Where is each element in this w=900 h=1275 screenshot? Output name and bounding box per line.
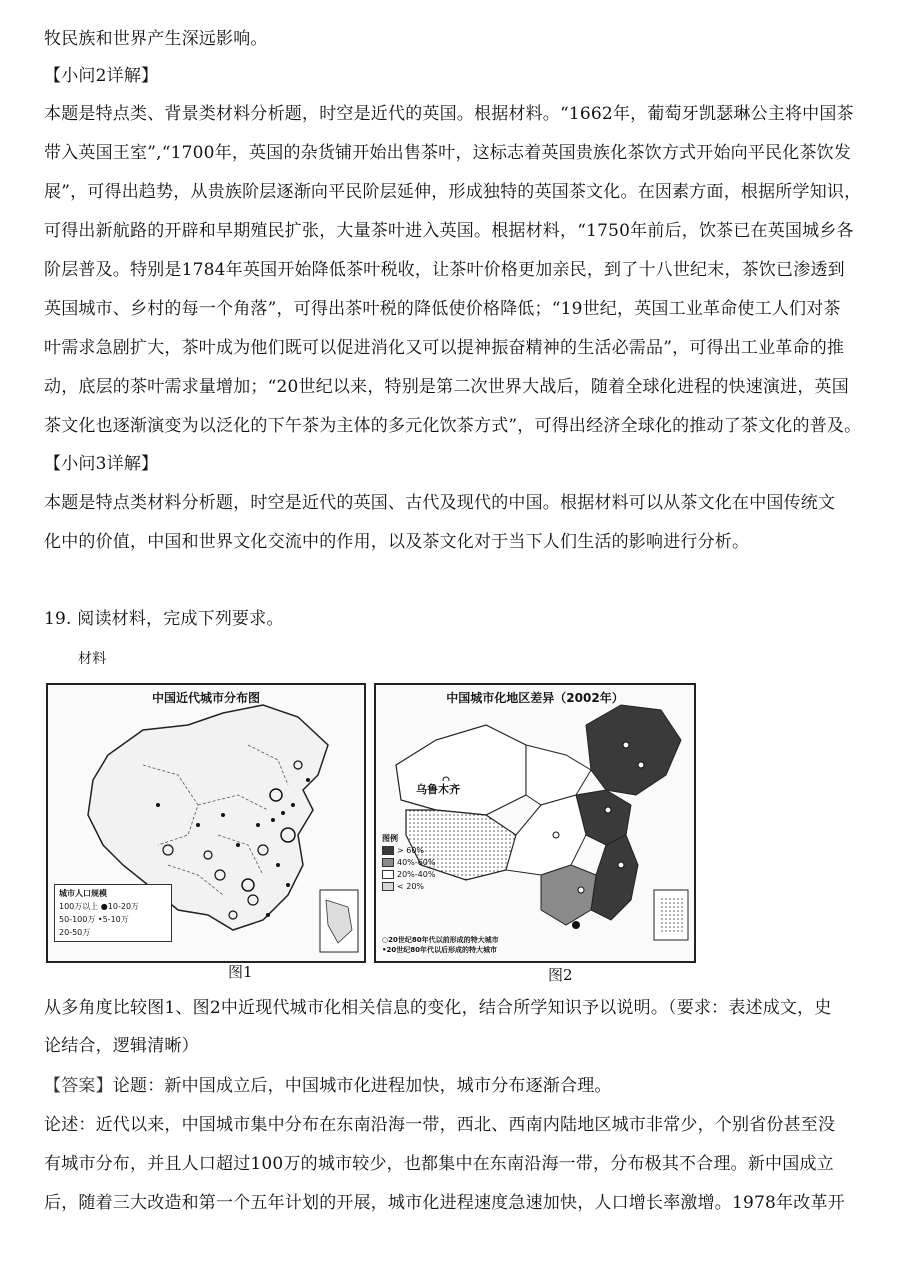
legend-row	[382, 881, 435, 893]
legend-title: 图例	[382, 834, 398, 843]
note-row: •20世纪80年代以后形成的特大城市	[382, 946, 497, 954]
figure1-legend	[54, 884, 172, 942]
text-line: 后，随着三大改造和第一个五年计划的开展，城市化进程速度急速加快，人口增长率激增。1978年改革开	[44, 1193, 845, 1213]
figure2-legend	[382, 833, 435, 893]
note-row: ○20世纪80年代以前形成的特大城市	[382, 936, 499, 944]
text-line: 可得出新航路的开辟和早期殖民扩张，大量茶叶进入英国。根据材料，“1750年前后，饮茶已在英国城乡各	[44, 221, 854, 241]
text-line: 论结合，逻辑清晰）	[44, 1036, 199, 1056]
city-label-urumqi: 乌鲁木齐	[416, 783, 460, 796]
figure2-label: 图2	[548, 966, 573, 984]
text-line: 茶文化也逐渐演变为以泛化的下午茶为主体的多元化饮茶方式”，可得出经济全球化的推动了茶文化的普及。	[44, 416, 862, 436]
legend-title: 城市人口规模	[59, 889, 107, 898]
material-label: 材料	[78, 651, 107, 667]
legend-swatch	[382, 870, 394, 879]
text-line: 牧民族和世界产生深远影响。	[44, 29, 268, 49]
urbanization-choropleth	[376, 685, 694, 961]
legend-row-label: 20%-40%	[397, 870, 436, 879]
legend-row	[382, 869, 435, 881]
text-line: 带入英国王室”,“1700年，英国的杂货铺开始出售茶叶，这标志着英国贵族化茶饮方式开始向平民化茶饮发	[44, 143, 852, 163]
text-line: 阶层普及。特别是1784年英国开始降低茶叶税收，让茶叶价格更加亲民，到了十八世纪末，茶饮已渗透到	[44, 260, 845, 280]
figure1-title: 中国近代城市分布图	[151, 691, 260, 705]
figure2-map	[374, 683, 696, 963]
legend-swatch	[382, 846, 394, 855]
text-line: 化中的价值，中国和世界文化交流中的作用，以及茶文化对于当下人们生活的影响进行分析。	[44, 532, 750, 552]
text-line: 论述：近代以来，中国城市集中分布在东南沿海一带，西北、西南内陆地区城市非常少，个别省份甚至没	[44, 1115, 836, 1135]
section-heading: 【小问2详解】	[44, 66, 159, 86]
text-line: 动，底层的茶叶需求量增加；“20世纪以来，特别是第二次世界大战后，随着全球化进程的快速演进，英国	[44, 377, 849, 397]
answer-line	[44, 1075, 612, 1097]
question-heading: 19. 阅读材料，完成下列要求。	[44, 609, 284, 629]
text-line: 叶需求急剧扩大，茶叶成为他们既可以促进消化又可以提神振奋精神的生活必需品”，可得出工业革命的推	[44, 338, 845, 358]
figure1-label: 图1	[228, 963, 253, 981]
text-line: 英国城市、乡村的每一个角落”，可得出茶叶税的降低使价格降低；“19世纪，英国工业革命使工人们对茶	[44, 299, 841, 319]
text-line: 从多角度比较图1、图2中近现代城市化相关信息的变化，结合所学知识予以说明。（要求：表述成文，史	[44, 998, 832, 1018]
legend-row: 100万以上 ●10-20万	[59, 902, 140, 911]
legend-row: 20-50万	[59, 928, 91, 937]
text-line: 本题是特点类材料分析题，时空是近代的英国、古代及现代的中国。根据材料可以从茶文化在中国传统文	[44, 493, 836, 513]
text-line: 本题是特点类、背景类材料分析题，时空是近代的英国。根据材料。“1662年，葡萄牙凯瑟琳公主将中国茶	[44, 104, 854, 124]
text-line: 展”，可得出趋势，从贵族阶层逐渐向平民阶层延伸，形成独特的英国茶文化。在因素方面，根据所学知识，	[44, 182, 862, 202]
text-line: 有城市分布，并且人口超过100万的城市较少，也都集中在东南沿海一带，分布极其不合理。新中国成立	[44, 1154, 834, 1174]
legend-row	[382, 845, 435, 857]
section-heading: 【小问3详解】	[44, 454, 159, 474]
legend-row-label: > 60%	[397, 846, 425, 855]
legend-swatch	[382, 858, 394, 867]
legend-row	[382, 857, 435, 869]
figure2-title: 中国城市化地区差异（2002年）	[446, 691, 624, 705]
answer-tag: 【答案】	[44, 1076, 113, 1096]
answer-text: 论题：新中国成立后，中国城市化进程加快，城市分布逐渐合理。	[112, 1076, 612, 1096]
legend-row-label: < 20%	[397, 882, 425, 891]
legend-row-label: 40%-60%	[397, 858, 436, 867]
legend-row: 50-100万 •5-10万	[59, 915, 129, 924]
legend-swatch	[382, 882, 394, 891]
figure1-map	[46, 683, 366, 963]
figure2-notes	[382, 935, 499, 955]
